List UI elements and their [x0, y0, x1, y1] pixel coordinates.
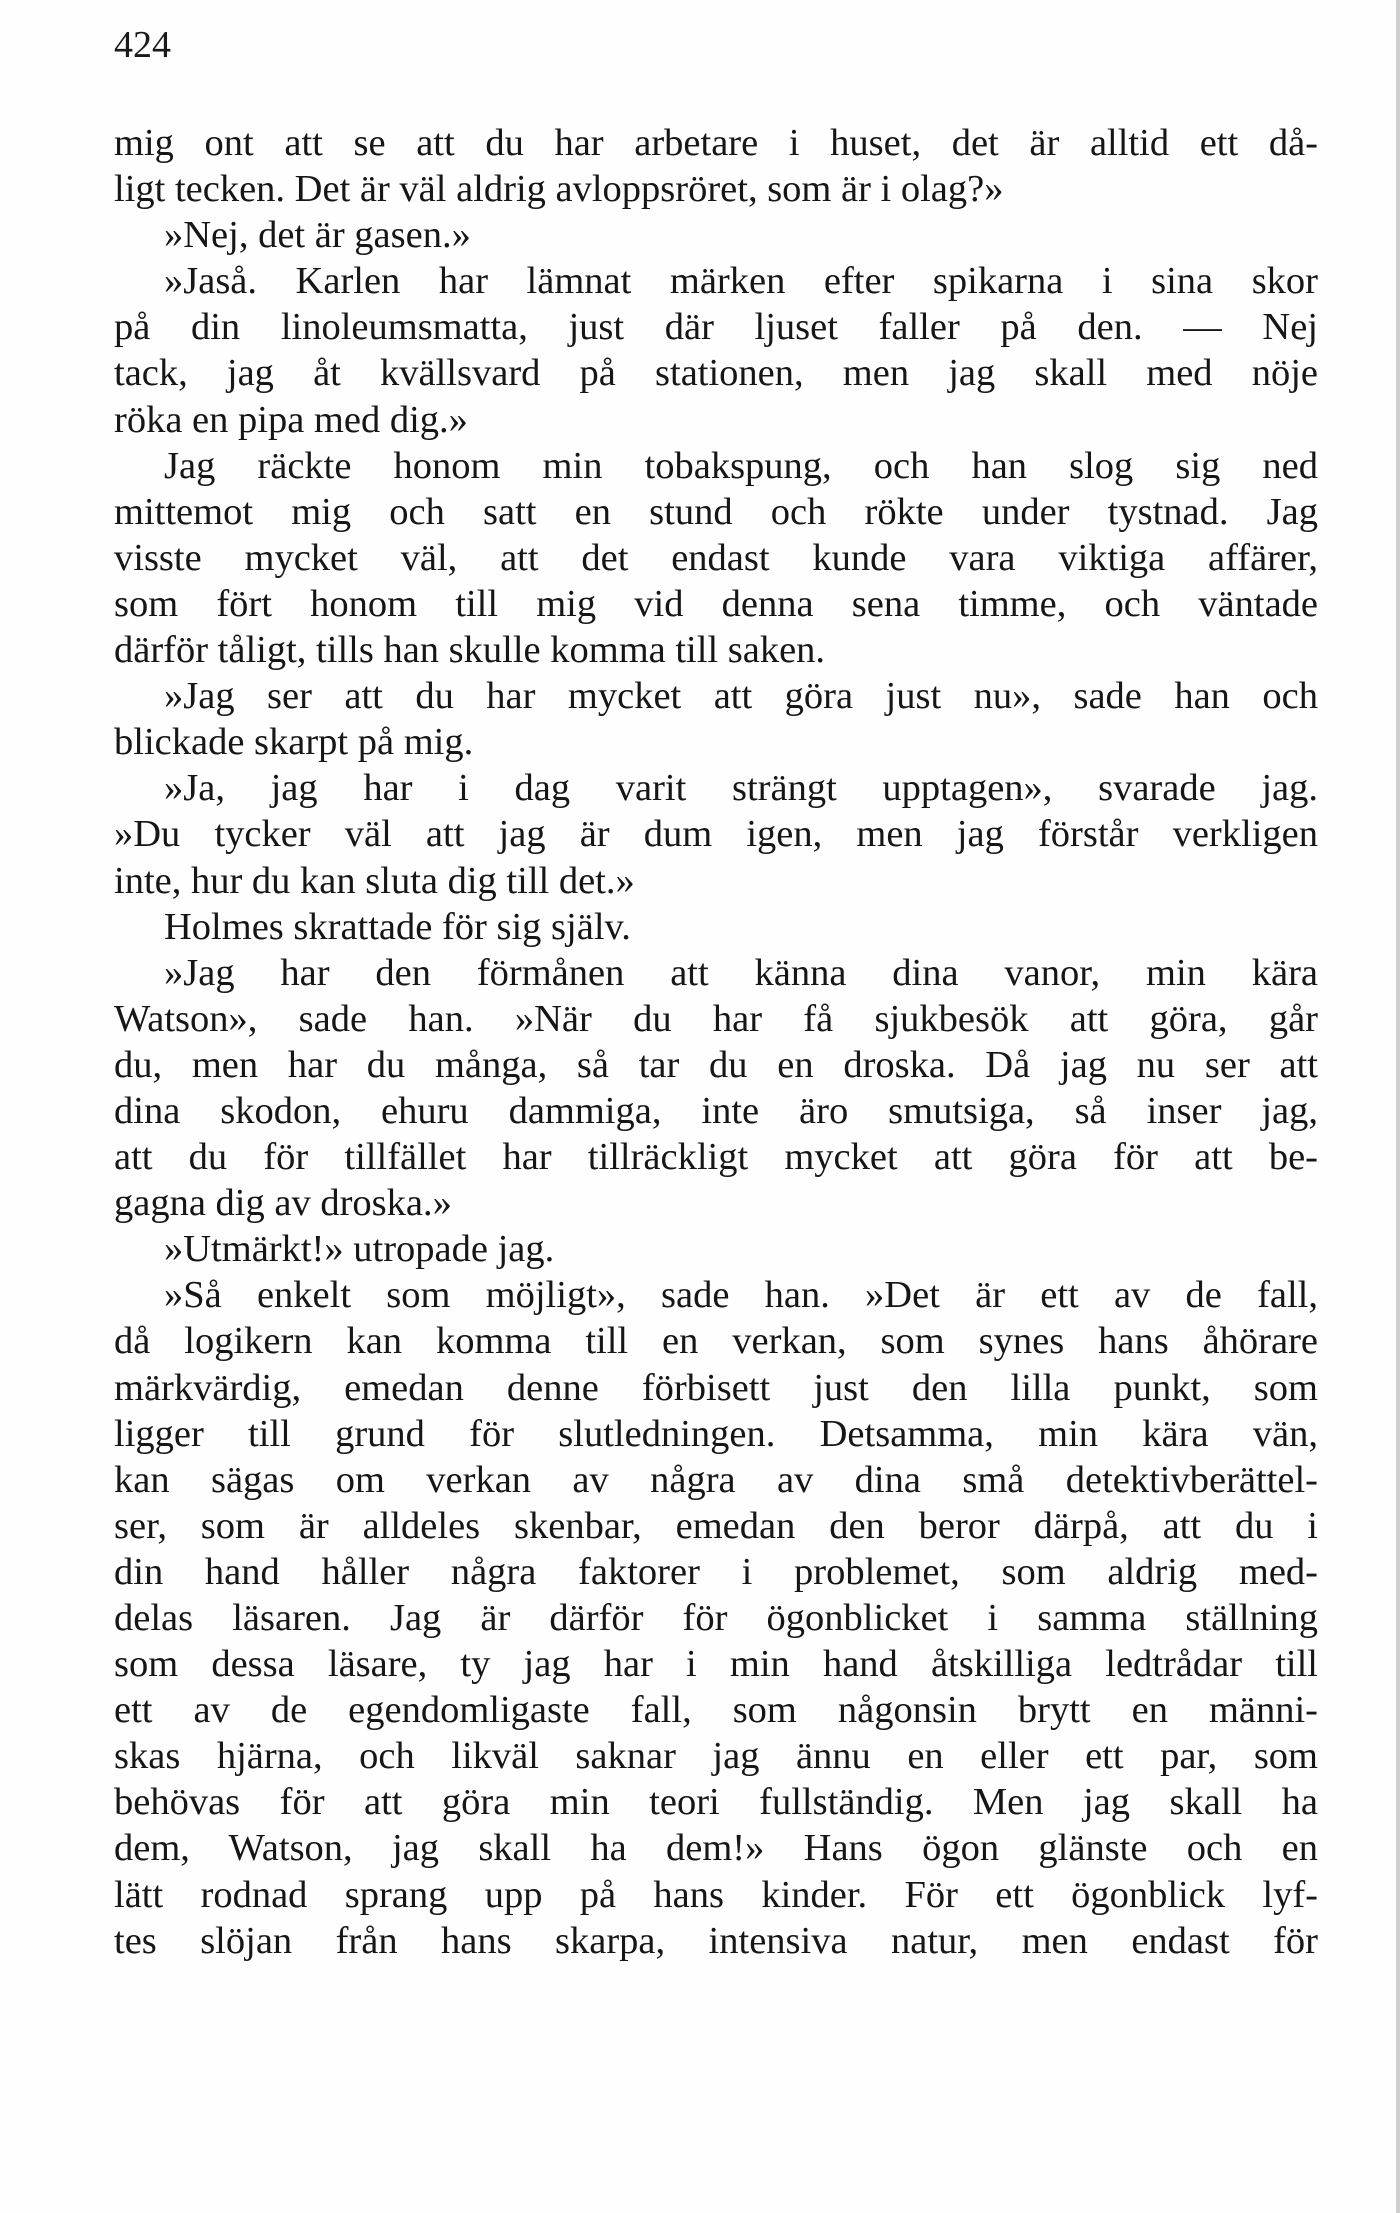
text-line: Holmes skrattade för sig själv.: [164, 905, 631, 948]
text-line: kan sägas om verkan av några av dina små detektivberättel-: [114, 1458, 1318, 1501]
text-line: skas hjärna, och likväl saknar jag ännu en eller ett par, som: [114, 1735, 1318, 1778]
text-line: blickade skarpt på mig.: [114, 721, 474, 764]
text-line: att du för tillfället har tillräckligt mycket att göra för att be-: [114, 1136, 1318, 1179]
text-line: därför tåligt, tills han skulle komma till saken.: [114, 629, 826, 672]
text-line: ett av de egendomligaste fall, som någonsin brytt en männi-: [114, 1689, 1318, 1732]
text-line: din hand håller några faktorer i problemet, som aldrig med-: [114, 1550, 1318, 1593]
text-line: ligt tecken. Det är väl aldrig avloppsröret, som är i olag?»: [114, 168, 1004, 211]
text-line: som dessa läsare, ty jag har i min hand åtskilliga ledtrådar till: [114, 1643, 1318, 1686]
text-line: mig ont att se att du har arbetare i huset, det är alltid ett då-: [114, 122, 1318, 164]
page-edge: [1396, 0, 1400, 2213]
text-line: Watson», sade han. »När du har få sjukbesök att göra, går: [114, 997, 1318, 1040]
text-line: du, men har du många, så tar du en droska. Då jag nu ser att: [114, 1043, 1318, 1086]
text-line: »Jag har den förmånen att känna dina vanor, min kära: [164, 951, 1318, 994]
text-line: delas läsaren. Jag är därför för ögonblicket i samma ställning: [114, 1597, 1318, 1639]
body-text: [114, 120, 1318, 1964]
text-line: mittemot mig och satt en stund och rökte under tystnad. Jag: [114, 490, 1318, 533]
text-line: märkvärdig, emedan denne förbisett just den lilla punkt, som: [114, 1366, 1318, 1409]
text-line: dina skodon, ehuru dammiga, inte äro smutsiga, så inser jag,: [114, 1089, 1318, 1132]
text-line: dem, Watson, jag skall ha dem!» Hans ögon glänste och en: [114, 1827, 1318, 1870]
text-line: ligger till grund för slutledningen. Detsamma, min kära vän,: [114, 1412, 1318, 1455]
page-number: 424: [114, 24, 171, 66]
text-line: röka en pipa med dig.»: [114, 398, 468, 441]
text-line: inte, hur du kan sluta dig till det.»: [114, 859, 635, 902]
text-line: Jag räckte honom min tobakspung, och han slog sig ned: [164, 444, 1318, 487]
text-line: då logikern kan komma till en verkan, som synes hans åhörare: [114, 1320, 1318, 1363]
text-line: som fört honom till mig vid denna sena timme, och väntade: [114, 582, 1318, 625]
text-line: tes slöjan från hans skarpa, intensiva natur, men endast för: [114, 1919, 1318, 1962]
text-line: »Du tycker väl att jag är dum igen, men jag förstår verkligen: [114, 813, 1318, 856]
text-line: »Så enkelt som möjligt», sade han. »Det är ett av de fall,: [164, 1274, 1318, 1317]
text-line: lätt rodnad sprang upp på hans kinder. För ett ögonblick lyf-: [114, 1873, 1318, 1916]
text-line: tack, jag åt kvällsvard på stationen, men jag skall med nöje: [114, 352, 1318, 395]
text-line: »Nej, det är gasen.»: [164, 214, 471, 257]
text-line: ser, som är alldeles skenbar, emedan den beror därpå, att du i: [114, 1504, 1318, 1547]
text-line: »Jag ser att du har mycket att göra just nu», sade han och: [164, 675, 1318, 718]
text-line: »Jaså. Karlen har lämnat märken efter spikarna i sina skor: [164, 260, 1318, 303]
text-line: visste mycket väl, att det endast kunde vara viktiga affärer,: [114, 536, 1318, 579]
text-line: på din linoleumsmatta, just där ljuset faller på den. — Nej: [114, 306, 1318, 349]
text-line: behövas för att göra min teori fullständig. Men jag skall ha: [114, 1781, 1318, 1824]
text-line: gagna dig av droska.»: [114, 1182, 452, 1225]
text-line: »Ja, jag har i dag varit strängt upptagen», svarade jag.: [164, 767, 1318, 810]
text-line: »Utmärkt!» utropade jag.: [164, 1228, 555, 1271]
